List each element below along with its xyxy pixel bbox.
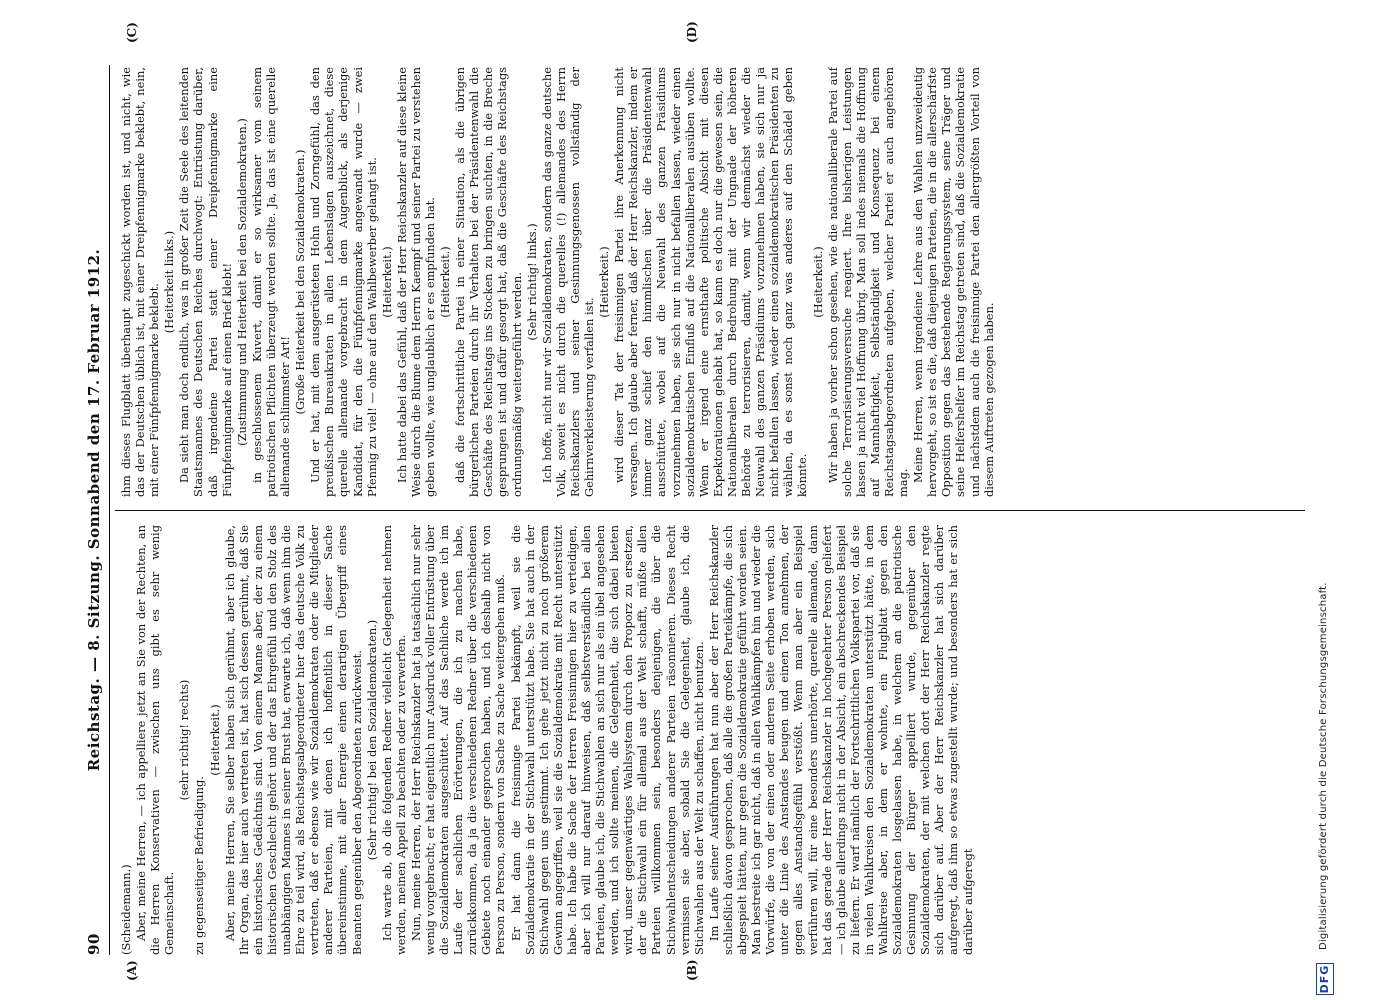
interjection: (Zustimmung und Heiterkeit bei den Sozialdemokraten.) <box>234 118 249 446</box>
interjection: (Heiterkeit.) <box>810 246 825 318</box>
digitization-credit: Digitalisierung gefördert durch die Deutsche Forschungsgemeinschaft. <box>1318 582 1329 950</box>
interjection: (Sehr richtig! links.) <box>524 223 539 341</box>
page-header <box>85 65 109 955</box>
paragraph: (Scheidemann.) <box>119 864 133 955</box>
interjection: (Heiterkeit.) <box>379 246 394 318</box>
paragraph: wird dieser Tat der freisinnigen Partei ihre Anerkennung nicht versagen. Ich glaube aber ferner, daß der Herr Reichskanzler, indem er immer ganz schief den himmlischen über die Präsidentenwahl ausschüttete, wobei auf die Neuwahl des ganzen Präsidiums vorzunehmen haben, sie sich nur in nicht befallen lassen, wieder einen sozialdemokratischen Einfluß auf die Nationalliberalen ausüben wollte. Wenn er irgend eine ernsthafte politische Absicht mit diesen Expektorationen gehabt hat, so kann es doch nur die gewesen sein, die Nationalliberalen durch Bedrohung mit der Ungnade der höheren Behörde zu terrorisieren, damit, wenn wir demnächst wieder die Neuwahl des ganzen Präsidiums vorzunehmen haben, sie sich nur ja nicht befallen lassen, wieder einen sozialdemokratischen Präsidenten zu wählen, da es sonst noch ganz was anderes auf den Schädel geben könnte. <box>612 67 810 497</box>
paragraph: daß die fortschrittliche Partei in einer Situation, als die übrigen bürgerlichen Parteien durch ihr Verhalten bei der Präsidentenwahl die Geschäfte des Reichstags ins Stocken zu bringen suchten, in die Breche gesprungen ist und dafür gesorgt hat, daß die Geschäfte des Reichstags ordnungsmäßig weitergeführt werden. <box>453 67 524 497</box>
margin-marker-b: (B) <box>685 959 699 981</box>
column-divider <box>115 510 1305 511</box>
paragraph: Wir haben ja vorher schon gesehen, wie die nationalliberale Partei auf solche Terrorisierungsversuche reagiert. Ihre bisherigen Leistungen lassen ja nicht viel Hoffnung übrig. Man soll indes niemals die Hoffnung auf Mannhaftigkeit, Selbständigkeit und Konsequenz bei einem Reichstagsabgeordneten aufgeben, welcher Partei er auch angehören mag. <box>825 67 911 497</box>
header-rule <box>109 65 110 955</box>
interjection: (Heiterkeit links.) <box>162 230 177 334</box>
paragraph: Aber, meine Herren, Sie selber haben sich gerühmt, aber ich glaube, Ihr Organ, das hier auch vertreten ist, hat sich dessen gerühmt, daß Sie ein historisches Gedächtnis sind. Von einem Manne aber, der zu einem historischen Geschlecht gehört und der das Ehrgefühl und den Stolz des unabhängigen Mannes in seiner Brust hat, erwarte ich, daß wenn ihm die Ehre zu teil wird, als Reichstagsabgeordneter hier das deutsche Volk zu vertreten, daß er ebenso wie wir Sozialdemokraten oder die Mitglieder anderer Parteien, mit denen ich hoffentlich in dieser Sache übereinstimme, mit aller Energie einen derartigen Übergriff eines Beamten gegenüber den Abgeordneten zurückweist. <box>222 525 364 955</box>
paragraph: Er hat dann die freisinnige Partei bekämpft, weil sie die Sozialdemokratie in der Stichwahl unterstützt habe. Sie hat auch in der Stichwahl gegen uns gestimmt. Ich gehe jetzt nicht zu noch größerem Gewinn angegriffen, weil sie die Sozialdemokratie mit Recht unterstützt habe. Ich habe die Sache der Herren Freisinnigen hier zu verteidigen, aber ich will nur darauf hinweisen, daß selbstverständlich bei allen Parteien, glaube ich, die Stichwahlen an sich nur als ein übel angesehen werden, und ich sollte meinen, die Gelegenheit, die sich dabei bieten wird, unser gegenwärtiges Wahlsystem durch den Proporz zu ersetzen, der die Stichwahl ein für allemal aus der Welt schafft, müßte allen Parteien willkommen sein, besonders denjenigen, die über die Stichwahlentscheidungen anderer Parteien räsonnieren. Dieses Recht vermissen sie aber, sobald Sie die Gelegenheit, glaube ich, die Stichwahlen aus der Welt zu schaffen, nicht benutzen. <box>508 525 706 955</box>
margin-marker-c: (C) <box>125 22 139 43</box>
margin-marker-d: (D) <box>685 21 699 43</box>
running-title: Reichstag. — 8. Sitzung. Sonnabend den 17. Februar 1912. <box>85 248 103 772</box>
interjection: (Heiterkeit.) <box>438 246 453 318</box>
paragraph: Ich hoffe, nicht nur wir Sozialdemokraten, sondern das ganze deutsche Volk, soweit es nicht durch die querelles (!) allemandes des Herrn Reichskanzlers und seiner Gesinnungsgenossen vollständig der Gehirnverkleisterung verfallen ist. <box>539 67 596 497</box>
margin-marker-a: (A) <box>125 960 139 981</box>
paragraph: Aber, meine Herren, — ich appelliere jetzt an Sie von der Rechten, an die Herren Konservativen — zwischen uns gibt es sehr wenig Gemeinschaft. <box>134 525 177 955</box>
paragraph: Meine Herren, wenn irgendeine Lehre aus den Wahlen unzweideutig hervorgeht, so ist es die, daß diejenigen Parteien, die in die allerschärfste Opposition gegen das bestehende Regierungssystem, seine Träger und seine Helfershelfer im Reichstag getreten sind, daß die Sozialdemokratie und nächstdem auch die freisinnige Partei den allergrößten Vorteil von diesem Auftreten gezogen haben. <box>911 67 996 497</box>
interjection: (Große Heiterkeit bei den Sozialdemokraten.) <box>293 149 308 415</box>
paragraph: Ich warte ab, ob die folgenden Redner vielleicht Gelegenheit nehmen werden, meinen Appell zu beachten oder zu verwerfen. <box>379 525 408 955</box>
interjection: (sehr richtig! rechts) <box>177 679 192 801</box>
interjection: (Sehr richtig! bei den Sozialdemokraten.) <box>364 619 379 861</box>
dfg-logo: DFG <box>1316 963 1334 995</box>
left-text-column <box>119 525 1299 955</box>
interjection: (Heiterkeit.) <box>207 704 222 776</box>
paragraph: Und er hat, mit dem ausgerüsteten Hohn und Zorngefühl, das den preußischen Bureaukraten in allen Lebenslagen auszeichnet, diese querelle allemande vorgebracht in dem Augenblick, als derjenige Kandidat, für den die Fünfpfennigmarke angewandt wurde — zwei Pfennig zu viel! — ohne auf den Wahlbewerber gelangt ist. <box>308 67 379 497</box>
paragraph: Im Laufe seiner Ausführungen hat nun aber der Herr Reichskanzler schließlich davon gesprochen, daß alle die großen Parteikämpfe, die sich abgespielt hätten, nur gegen die Sozialdemokratie geführt worden seien. Man bestreite ich gar nicht, daß in allen Wahlkämpfen hin und wieder die Vorwürfe, die von der einen oder anderen Seite erhoben werden, sich unter die Linie des Anstandes beugen und einen Ton annehmen, der gegen alles Anstandsgefühl verstößt. Wenn man aber ein Beispiel verführen will, für eine besonders unerhörte, querelle allemande, dann hat das gerade der Herr Reichskanzler in hochgeehrter Person geliefert — ich glaube allerdings nicht in der Absicht, ein abschreckendes Beispiel zu liefern. Er warf nämlich der Fortschrittlichen Volkspartei vor, daß sie in vielen Wahlkreisen den Sozialdemokraten unterstützt hätte, in dem Wahlkreise aber, in dem er wohnte, ein Flugblatt gegen den Sozialdemokraten losgelassen habe, in welchem an die patriotische Gesinnung der Bürger appelliert wurde, gegenüber den Sozialdemokraten, der mit welchen dort der Herr Reichskanzler regte sich darüber auf. Aber der Herr Reichskanzler hat sich darüber aufgeregt, daß ihm so etwas zugestellt wurde; und besonders hat er sich darüber aufgeregt <box>706 525 975 955</box>
paragraph: Nun, meine Herren, der Herr Reichskanzler hat ja tatsächlich nur sehr wenig vorgebracht; er hat eigentlich nur Ausdruck voller Entrüstung über die Sozialdemokraten ausgeschüttet. Auf das Sachliche werde ich im Laufe der sachlichen Erörterungen, die ich zu machen habe, zurückkommen, da ja die verschiedenen Redner über die verschiedenen Gebiete noch einander gesprochen haben, und ich deshalb nicht von Person zu Person, sondern von Sache zu Sache weitergehen muß. <box>408 525 508 955</box>
paragraph: ihm dieses Flugblatt überhaupt zugeschickt worden ist, und nicht, wie das der Deutschen üblich ist, mit einer Dreipfennigmarke beklebt, nein, mit einer Fünfpfennigmarke beklebt. <box>119 67 162 497</box>
paragraph: in geschlossenem Kuvert, damit er so wirksamer vom seinem patriotischen Pflichten überzeugt werden sollte. Ja, das ist eine querelle allemande schlimmster Art! <box>249 67 293 497</box>
page-number: 90 <box>85 933 103 955</box>
paragraph: Da sieht man doch endlich, was in großer Zeit die Seele des leitenden Staatsmannes des Deutschen Reiches durchwogt: Entrüstung darüber, daß irgendeine Partei statt einer Dreipfennigmarke eine Fünfpfennigmarke auf einen Brief klebt! <box>177 67 234 497</box>
paragraph: zu gegenseitiger Befriedigung. <box>192 776 207 955</box>
right-text-column <box>119 67 1299 497</box>
paragraph: Ich hatte dabei das Gefühl, daß der Herr Reichskanzler auf diese kleine Weise durch die Blume dem Herrn Kaempf und seiner Partei zu verstehen geben wollte, wie unglaublich er es empfunden hat. <box>394 67 437 497</box>
interjection: (Heiterkeit.) <box>597 246 612 318</box>
